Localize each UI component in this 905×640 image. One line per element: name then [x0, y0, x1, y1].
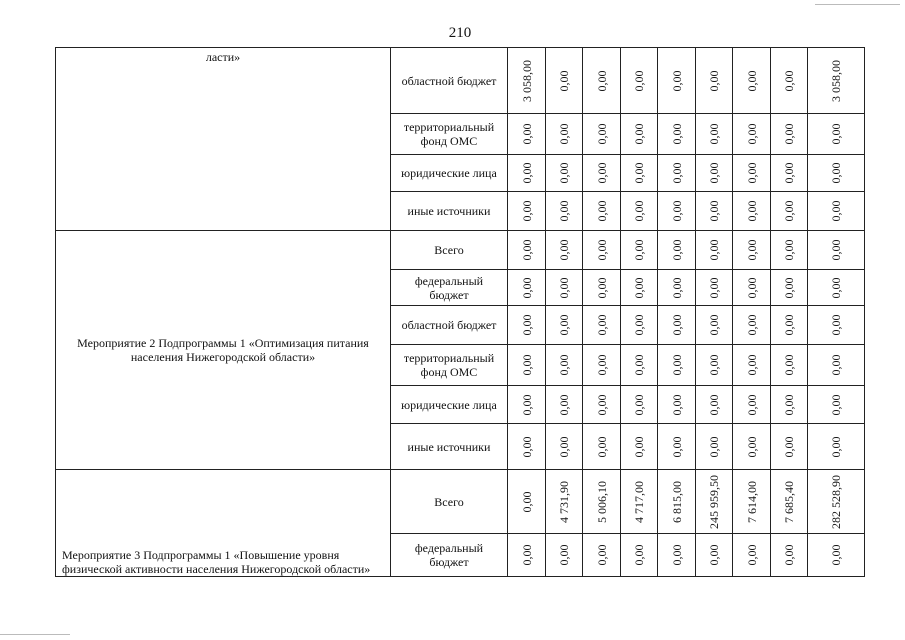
value-text: 0,00	[594, 314, 609, 336]
value-text: 0,00	[632, 544, 646, 566]
value-text: 0,00	[594, 436, 609, 457]
value-text: 0,00	[557, 70, 571, 91]
value-cell	[621, 270, 658, 306]
value-cell	[696, 345, 733, 386]
value-text: 0,00	[594, 70, 609, 91]
value-cell	[696, 470, 733, 534]
value-cell	[508, 192, 546, 231]
value-cell	[696, 424, 733, 470]
value-text: 0,00	[829, 314, 843, 336]
value-text: 0,00	[669, 436, 684, 457]
value-cell	[771, 155, 808, 192]
funding-source-cell: юридические лица	[391, 386, 508, 424]
value-cell	[583, 48, 621, 114]
value-text: 0,00	[632, 314, 646, 336]
value-cell	[508, 114, 546, 155]
value-cell	[583, 270, 621, 306]
value-cell	[583, 470, 621, 534]
value-text: 0,00	[519, 491, 534, 512]
value-text: 4 717,00	[632, 480, 646, 523]
value-text: 5 006,10	[594, 480, 609, 523]
value-text: 0,00	[782, 162, 796, 184]
value-text: 7 685,40	[782, 480, 796, 523]
value-cell	[771, 114, 808, 155]
funding-source-cell: областной бюджет	[391, 48, 508, 114]
value-text: 0,00	[744, 394, 759, 415]
value-cell	[771, 345, 808, 386]
value-cell	[546, 424, 583, 470]
value-text: 0,00	[557, 200, 571, 222]
value-cell	[546, 231, 583, 270]
table-row	[56, 470, 865, 534]
value-cell	[583, 386, 621, 424]
value-text: 0,00	[557, 436, 571, 457]
value-text: 0,00	[594, 544, 609, 566]
value-text: 0,00	[829, 200, 843, 222]
value-text: 0,00	[829, 436, 843, 457]
value-text: 0,00	[707, 200, 721, 222]
value-cell	[583, 231, 621, 270]
value-text: 0,00	[707, 394, 721, 415]
value-text: 0,00	[594, 162, 609, 184]
top-scan-line	[815, 4, 900, 5]
value-text: 0,00	[632, 394, 646, 415]
value-cell	[658, 231, 696, 270]
value-cell	[658, 470, 696, 534]
value-cell	[583, 306, 621, 345]
value-text: 0,00	[782, 544, 796, 566]
value-text: 0,00	[744, 277, 759, 298]
value-cell	[546, 345, 583, 386]
funding-source-cell: Всего	[391, 231, 508, 270]
value-text: 0,00	[669, 354, 684, 376]
value-text: 0,00	[829, 544, 843, 566]
value-text: 0,00	[744, 70, 759, 91]
value-text: 0,00	[519, 162, 534, 184]
value-cell	[546, 270, 583, 306]
value-text: 0,00	[782, 354, 796, 376]
value-cell	[808, 534, 865, 577]
value-text: 0,00	[632, 277, 646, 298]
value-cell	[508, 155, 546, 192]
value-text: 0,00	[744, 239, 759, 261]
value-cell	[733, 386, 771, 424]
value-cell	[508, 306, 546, 345]
value-text: 0,00	[632, 436, 646, 457]
value-cell	[658, 114, 696, 155]
value-text: 0,00	[557, 544, 571, 566]
value-text: 0,00	[519, 123, 534, 145]
value-cell	[508, 48, 546, 114]
value-text: 0,00	[632, 162, 646, 184]
value-text: 0,00	[707, 162, 721, 184]
value-text: 0,00	[632, 123, 646, 145]
value-text: 0,00	[519, 436, 534, 457]
funding-source-cell: иные источники	[391, 424, 508, 470]
value-cell	[808, 470, 865, 534]
value-cell	[621, 345, 658, 386]
value-text: 0,00	[782, 394, 796, 415]
value-text: 0,00	[557, 354, 571, 376]
value-text: 0,00	[519, 277, 534, 298]
value-text: 0,00	[669, 277, 684, 298]
value-cell	[771, 231, 808, 270]
measure-name-cell: ласти»	[56, 48, 391, 231]
value-cell	[508, 470, 546, 534]
value-cell	[808, 306, 865, 345]
value-cell	[583, 192, 621, 231]
value-text: 3 058,00	[519, 59, 534, 102]
value-cell	[808, 114, 865, 155]
value-text: 0,00	[744, 436, 759, 457]
value-text: 0,00	[669, 200, 684, 222]
measure-name-cell: Мероприятие 3 Подпрограммы 1 «Повышение уровня физической активности населения Нижегородской области»	[56, 470, 391, 577]
value-text: 0,00	[632, 70, 646, 91]
value-text: 0,00	[594, 200, 609, 222]
value-cell	[508, 424, 546, 470]
value-text: 0,00	[782, 123, 796, 145]
value-text: 0,00	[707, 544, 721, 566]
value-text: 0,00	[594, 239, 609, 261]
value-cell	[733, 424, 771, 470]
value-cell	[771, 424, 808, 470]
value-cell	[733, 114, 771, 155]
funding-source-cell: территориальный фонд ОМС	[391, 114, 508, 155]
value-cell	[546, 306, 583, 345]
value-cell	[658, 345, 696, 386]
funding-source-cell: юридические лица	[391, 155, 508, 192]
value-text: 0,00	[594, 354, 609, 376]
value-cell	[696, 231, 733, 270]
value-text: 0,00	[782, 314, 796, 336]
table-row	[56, 48, 865, 114]
value-text: 0,00	[519, 544, 534, 566]
value-cell	[621, 114, 658, 155]
value-text: 0,00	[829, 277, 843, 298]
measure-name-cell: Мероприятие 2 Подпрограммы 1 «Оптимизация питания населения Нижегородской области»	[56, 231, 391, 470]
value-cell	[733, 306, 771, 345]
value-text: 0,00	[519, 239, 534, 261]
value-text: 0,00	[707, 277, 721, 298]
value-text: 0,00	[632, 239, 646, 261]
value-text: 0,00	[594, 394, 609, 415]
value-cell	[696, 270, 733, 306]
value-cell	[508, 231, 546, 270]
value-cell	[508, 534, 546, 577]
value-text: 3 058,00	[829, 59, 843, 102]
value-cell	[808, 231, 865, 270]
value-cell	[733, 231, 771, 270]
value-text: 0,00	[707, 436, 721, 457]
value-text: 0,00	[557, 277, 571, 298]
page-number: 210	[448, 25, 472, 41]
value-cell	[546, 386, 583, 424]
value-cell	[696, 114, 733, 155]
value-text: 0,00	[707, 239, 721, 261]
value-text: 0,00	[594, 277, 609, 298]
value-text: 0,00	[557, 162, 571, 184]
value-cell	[508, 386, 546, 424]
value-cell	[771, 306, 808, 345]
value-cell	[621, 386, 658, 424]
value-cell	[733, 48, 771, 114]
value-cell	[583, 155, 621, 192]
value-text: 4 731,90	[557, 480, 571, 523]
value-cell	[733, 534, 771, 577]
value-text: 0,00	[519, 314, 534, 336]
value-text: 0,00	[519, 394, 534, 415]
value-text: 0,00	[519, 354, 534, 376]
value-text: 0,00	[744, 314, 759, 336]
value-text: 0,00	[782, 70, 796, 91]
value-text: 0,00	[557, 239, 571, 261]
value-cell	[508, 345, 546, 386]
value-text: 0,00	[707, 123, 721, 145]
value-cell	[508, 270, 546, 306]
value-cell	[621, 534, 658, 577]
value-text: 0,00	[707, 354, 721, 376]
table-row	[56, 231, 865, 270]
value-text: 0,00	[782, 200, 796, 222]
value-cell	[696, 306, 733, 345]
value-cell	[771, 386, 808, 424]
value-cell	[583, 114, 621, 155]
funding-source-cell: территориальный фонд ОМС	[391, 345, 508, 386]
value-text: 0,00	[707, 70, 721, 91]
value-cell	[583, 345, 621, 386]
value-cell	[808, 192, 865, 231]
value-cell	[583, 424, 621, 470]
value-cell	[696, 534, 733, 577]
value-cell	[696, 386, 733, 424]
value-text: 0,00	[744, 162, 759, 184]
value-text: 0,00	[519, 200, 534, 222]
value-cell	[808, 386, 865, 424]
value-text: 0,00	[829, 394, 843, 415]
value-cell	[808, 345, 865, 386]
value-cell	[546, 114, 583, 155]
value-cell	[621, 231, 658, 270]
value-cell	[658, 386, 696, 424]
value-text: 0,00	[632, 354, 646, 376]
value-text: 0,00	[669, 162, 684, 184]
value-text: 0,00	[669, 394, 684, 415]
value-cell	[658, 534, 696, 577]
value-cell	[621, 424, 658, 470]
value-cell	[658, 155, 696, 192]
value-text: 7 614,00	[744, 480, 759, 523]
value-cell	[733, 192, 771, 231]
value-cell	[658, 192, 696, 231]
value-cell	[808, 424, 865, 470]
funding-source-cell: федеральный бюджет	[391, 534, 508, 577]
value-text: 0,00	[669, 239, 684, 261]
value-cell	[771, 48, 808, 114]
value-cell	[771, 192, 808, 231]
value-cell	[658, 270, 696, 306]
value-cell	[696, 155, 733, 192]
value-cell	[733, 470, 771, 534]
value-cell	[546, 470, 583, 534]
value-cell	[546, 155, 583, 192]
value-text: 0,00	[744, 200, 759, 222]
value-text: 0,00	[744, 354, 759, 376]
value-text: 0,00	[829, 123, 843, 145]
funding-table	[55, 47, 865, 577]
value-text: 0,00	[782, 436, 796, 457]
value-cell	[621, 192, 658, 231]
value-text: 0,00	[829, 239, 843, 261]
funding-source-cell: Всего	[391, 470, 508, 534]
value-text: 282 528,90	[829, 474, 843, 529]
value-text: 0,00	[782, 239, 796, 261]
value-text: 0,00	[557, 394, 571, 415]
value-cell	[771, 470, 808, 534]
funding-source-cell: иные источники	[391, 192, 508, 231]
value-cell	[808, 270, 865, 306]
value-cell	[621, 306, 658, 345]
bottom-scan-line	[0, 634, 70, 635]
value-text: 0,00	[829, 162, 843, 184]
value-cell	[546, 534, 583, 577]
value-cell	[621, 48, 658, 114]
value-text: 0,00	[594, 123, 609, 145]
value-text: 0,00	[669, 314, 684, 336]
value-text: 0,00	[782, 277, 796, 298]
value-text: 0,00	[829, 354, 843, 376]
value-cell	[621, 470, 658, 534]
value-cell	[733, 155, 771, 192]
value-text: 0,00	[669, 70, 684, 91]
value-cell	[808, 155, 865, 192]
value-text: 0,00	[557, 123, 571, 145]
value-cell	[696, 48, 733, 114]
value-text: 0,00	[632, 200, 646, 222]
value-cell	[733, 345, 771, 386]
value-text: 245 959,50	[707, 474, 721, 529]
value-text: 0,00	[744, 544, 759, 566]
value-text: 0,00	[707, 314, 721, 336]
value-text: 0,00	[744, 123, 759, 145]
table-body	[56, 48, 865, 577]
value-cell	[733, 270, 771, 306]
value-cell	[658, 306, 696, 345]
value-text: 6 815,00	[669, 480, 684, 523]
value-cell	[583, 534, 621, 577]
value-cell	[621, 155, 658, 192]
funding-source-cell: областной бюджет	[391, 306, 508, 345]
funding-source-cell: федеральный бюджет	[391, 270, 508, 306]
value-cell	[808, 48, 865, 114]
value-text: 0,00	[669, 123, 684, 145]
value-cell	[696, 192, 733, 231]
value-cell	[658, 48, 696, 114]
value-cell	[546, 48, 583, 114]
value-cell	[771, 270, 808, 306]
value-cell	[771, 534, 808, 577]
value-text: 0,00	[669, 544, 684, 566]
value-cell	[546, 192, 583, 231]
value-text: 0,00	[557, 314, 571, 336]
value-cell	[658, 424, 696, 470]
